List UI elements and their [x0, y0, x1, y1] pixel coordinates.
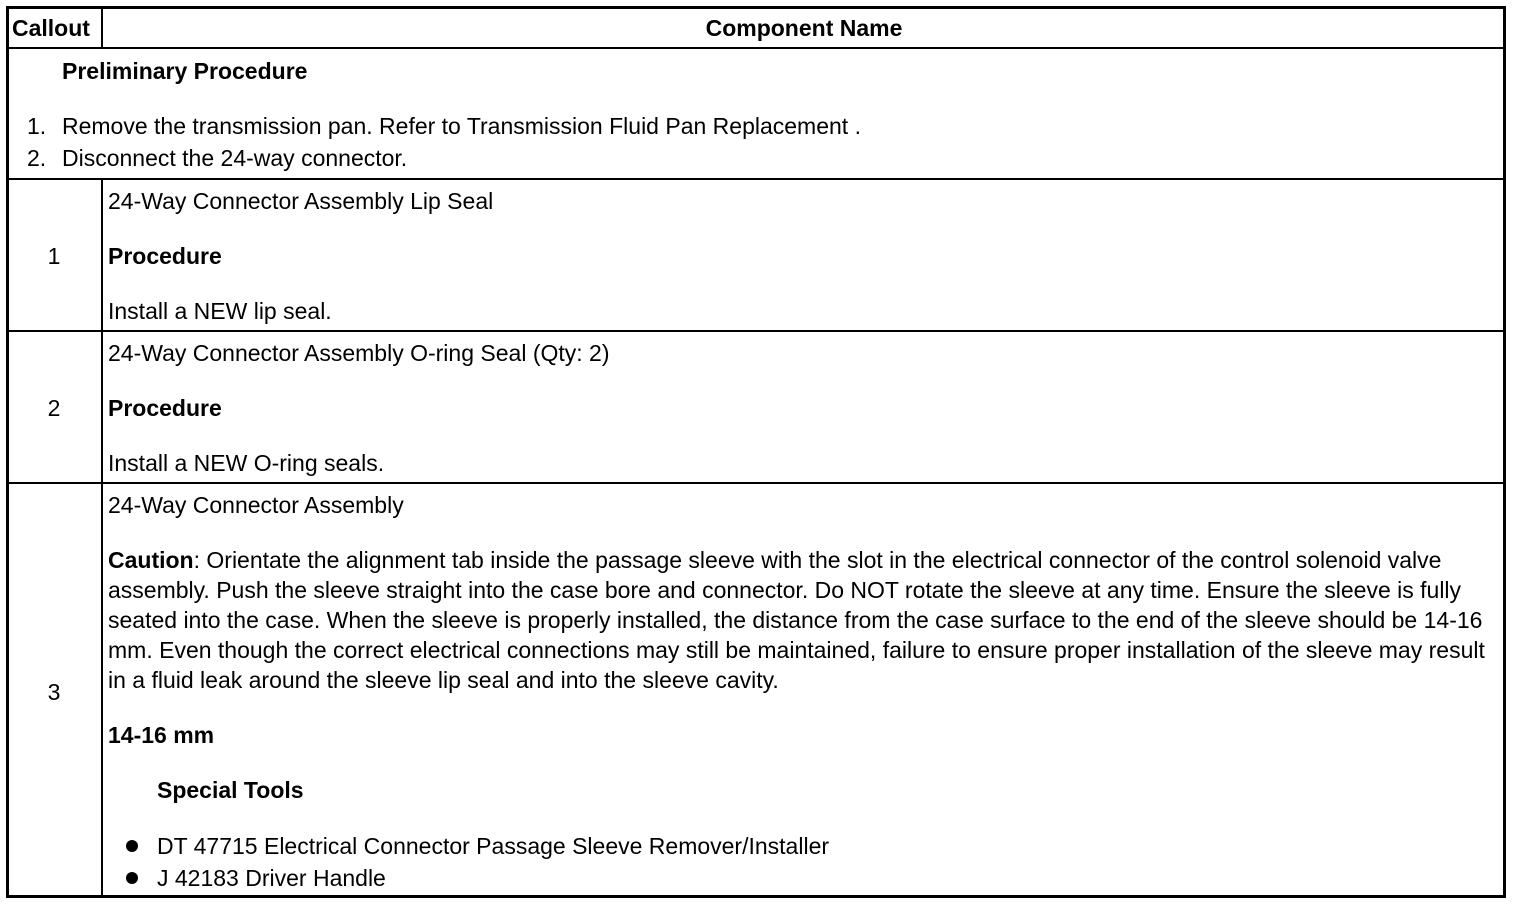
preliminary-step-number: 1.	[27, 113, 47, 139]
component-name: 24-Way Connector Assembly Lip Seal	[108, 188, 494, 214]
callout-number: 2	[47, 395, 61, 421]
row1-divider	[9, 330, 1503, 332]
caution-label: Caution	[108, 547, 194, 573]
component-name: 24-Way Connector Assembly	[108, 492, 404, 518]
tool-item: J 42183 Driver Handle	[157, 865, 386, 891]
preliminary-step-number: 2.	[27, 145, 47, 171]
preliminary-step-text: Disconnect the 24-way connector.	[62, 145, 408, 171]
bullet-icon	[126, 872, 138, 884]
callout-number: 1	[47, 243, 61, 269]
header-component-name: Component Name	[705, 15, 903, 41]
caution-text: : Orientate the alignment tab inside the passage sleeve with the slot in the electrical connector of the control solenoid valve assembly. Push the sleeve straight into the case bore and connector. Do NOT rotate the sleeve at any time. Ensure the sleeve is fully seated into the case. When the sleeve is properly installed, the distance from the case surface to the end of the sleeve should be 14-16 mm. Even though the correct electrical connections may still be maintained, failure to ensure proper installation of the sleeve may result in a fluid leak around the sleeve lip seal and into the sleeve cavity.	[108, 547, 1485, 693]
procedure-label: Procedure	[108, 395, 222, 421]
procedure-text: Install a NEW O-ring seals.	[108, 450, 385, 476]
header-divider	[9, 47, 1503, 49]
preliminary-divider	[9, 178, 1503, 180]
caution-paragraph	[108, 545, 1502, 695]
header-callout: Callout	[12, 15, 90, 41]
spec-value: 14-16 mm	[108, 722, 215, 748]
preliminary-step-text: Remove the transmission pan. Refer to Transmission Fluid Pan Replacement .	[62, 113, 861, 139]
special-tools-label: Special Tools	[157, 777, 304, 803]
preliminary-title: Preliminary Procedure	[62, 58, 308, 84]
callout-number: 3	[47, 679, 61, 705]
bullet-icon	[126, 840, 138, 852]
procedure-text: Install a NEW lip seal.	[108, 298, 332, 324]
tool-item: DT 47715 Electrical Connector Passage Sleeve Remover/Installer	[157, 833, 830, 859]
row2-divider	[9, 482, 1503, 484]
component-name: 24-Way Connector Assembly O-ring Seal (Qty: 2)	[108, 340, 610, 366]
column-divider-body	[101, 178, 103, 895]
procedure-label: Procedure	[108, 243, 222, 269]
